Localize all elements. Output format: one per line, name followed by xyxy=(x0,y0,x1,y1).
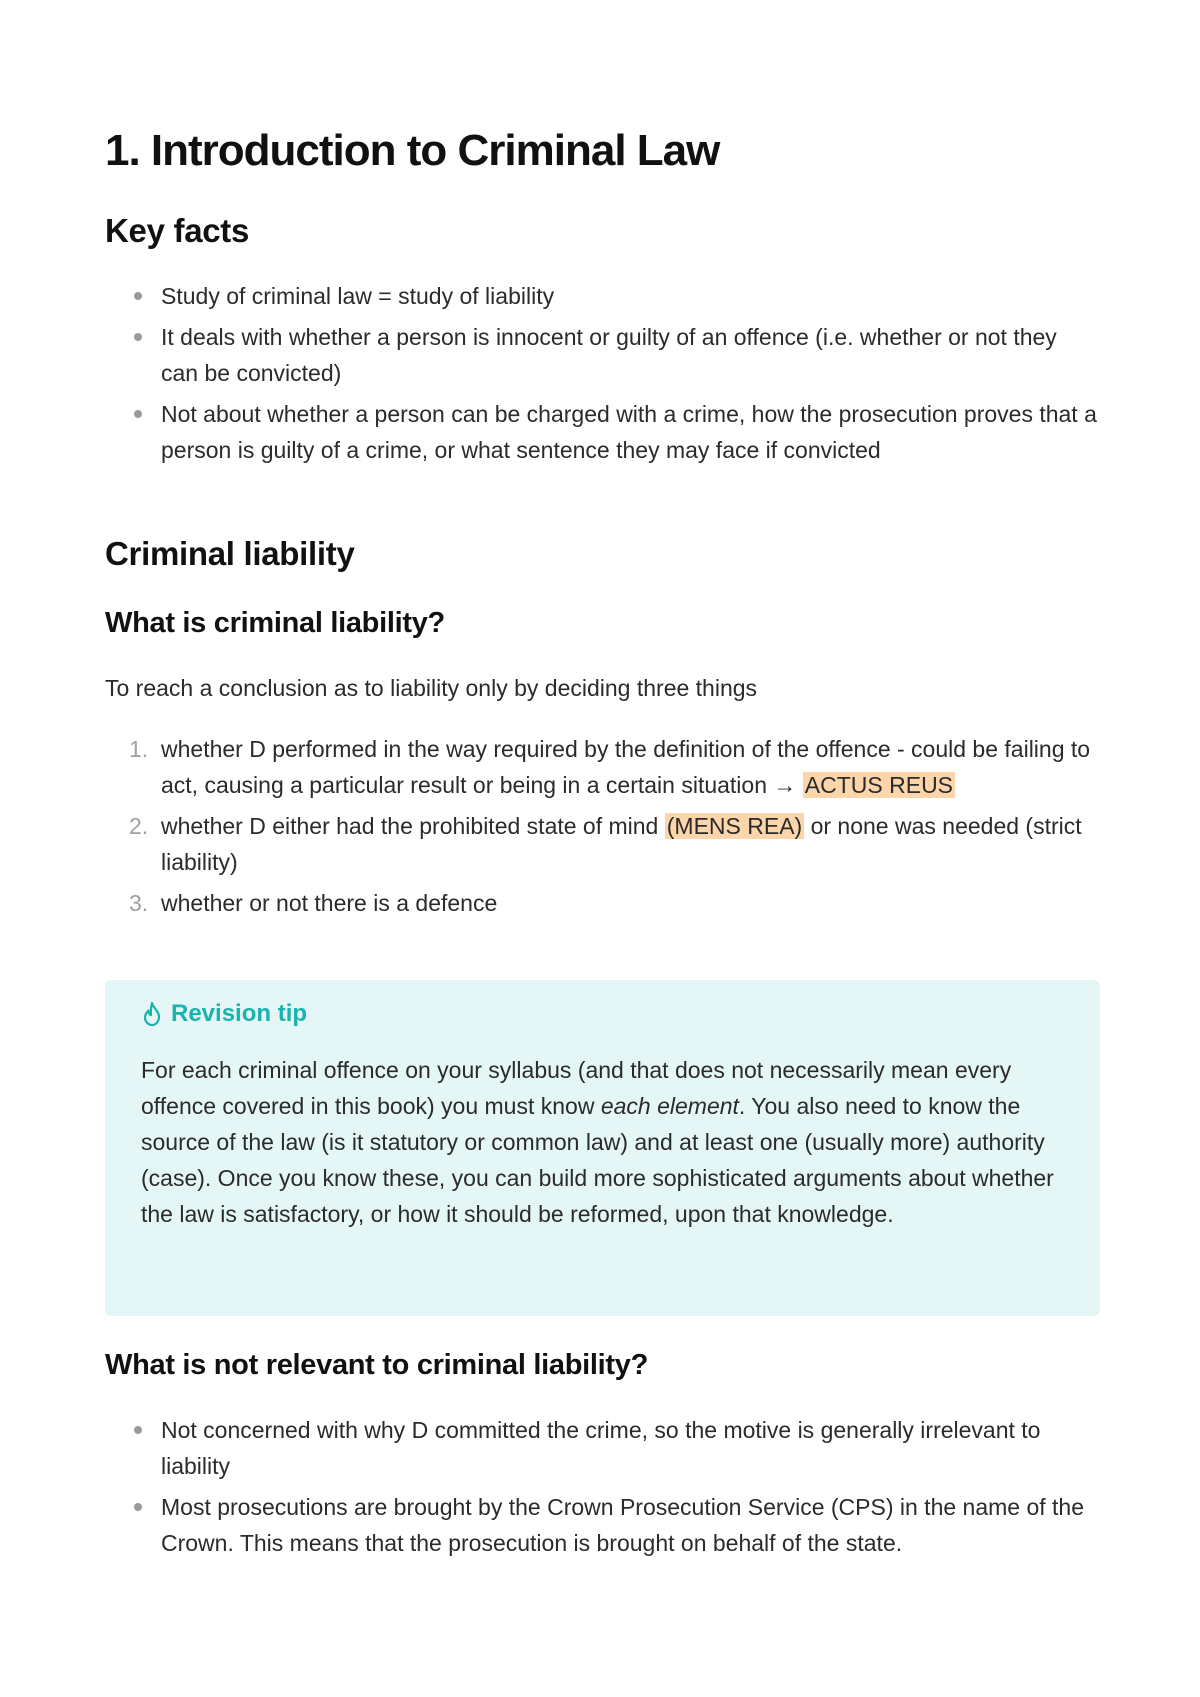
list-item-text-after: or none was needed (strict liability) xyxy=(161,813,1082,875)
revision-tip-title: Revision tip xyxy=(171,1000,308,1027)
list-item xyxy=(105,1489,1100,1561)
flame-icon xyxy=(141,1002,163,1026)
bullet-icon xyxy=(134,410,142,418)
page-title: 1. Introduction to Criminal Law xyxy=(105,126,720,175)
revision-tip-body xyxy=(141,1052,1066,1232)
mens-rea-highlight: (MENS REA) xyxy=(666,813,803,839)
list-item xyxy=(105,1412,1100,1484)
list-item-text: whether D either had the prohibited state of mind xyxy=(161,813,659,839)
list-number: 2. xyxy=(129,813,149,839)
list-item xyxy=(105,808,1100,880)
revision-tip-callout xyxy=(105,980,1100,1316)
list-item-text: It deals with whether a person is innocent or guilty of an offence (i.e. whether or not they can be convicted) xyxy=(161,324,1057,386)
revision-tip-text: For each criminal offence on your syllabus (and that does not necessarily mean every offence covered in this book) you must know xyxy=(141,1057,1012,1119)
revision-tip-emphasis: each element xyxy=(600,1093,739,1119)
revision-tip-text-after: . You also need to know the source of the law (is it statutory or common law) and at least one (usually more) authority (case). Once you know these, you can build more sophisticated arguments about whether the law is satisfactory, or how it should be reformed, upon that knowledge. xyxy=(141,1093,1054,1227)
bullet-icon xyxy=(134,1426,142,1434)
revision-tip-header xyxy=(141,1000,307,1028)
list-number: 1. xyxy=(129,736,149,762)
bullet-icon xyxy=(134,333,142,341)
list-item-text: Not concerned with why D committed the crime, so the motive is generally irrelevant to liability xyxy=(161,1417,1041,1479)
list-item xyxy=(105,319,1100,391)
key-facts-list xyxy=(105,278,1100,468)
list-item-text: Most prosecutions are brought by the Crown Prosecution Service (CPS) in the name of the Crown. This means that the prosecution is brought on behalf of the state. xyxy=(161,1494,1085,1556)
list-item-text: Not about whether a person can be charged with a crime, how the prosecution proves that a person is guilty of a crime, or what sentence they may face if convicted xyxy=(161,401,1097,463)
list-item-text: whether or not there is a defence xyxy=(161,890,498,916)
bullet-icon xyxy=(134,1503,142,1511)
intro-paragraph: To reach a conclusion as to liability only by deciding three things xyxy=(105,675,758,701)
list-item xyxy=(105,885,1100,921)
key-facts-heading: Key facts xyxy=(105,212,250,249)
three-things-list xyxy=(105,731,1100,921)
list-item-text: Study of criminal law = study of liability xyxy=(161,283,555,309)
list-item xyxy=(105,731,1100,803)
list-item-text: whether D performed in the way required by the definition of the offence - could be failing to act, causing a particular result or being in a certain situation → xyxy=(161,736,1091,798)
not-relevant-heading: What is not relevant to criminal liability? xyxy=(105,1349,649,1381)
list-item xyxy=(105,396,1100,468)
bullet-icon xyxy=(134,292,142,300)
not-relevant-list xyxy=(105,1412,1100,1561)
criminal-liability-heading: Criminal liability xyxy=(105,535,355,572)
list-item xyxy=(105,278,1100,314)
list-number: 3. xyxy=(129,890,149,916)
what-is-criminal-liability-heading: What is criminal liability? xyxy=(105,607,445,639)
actus-reus-highlight: ACTUS REUS xyxy=(804,772,954,798)
